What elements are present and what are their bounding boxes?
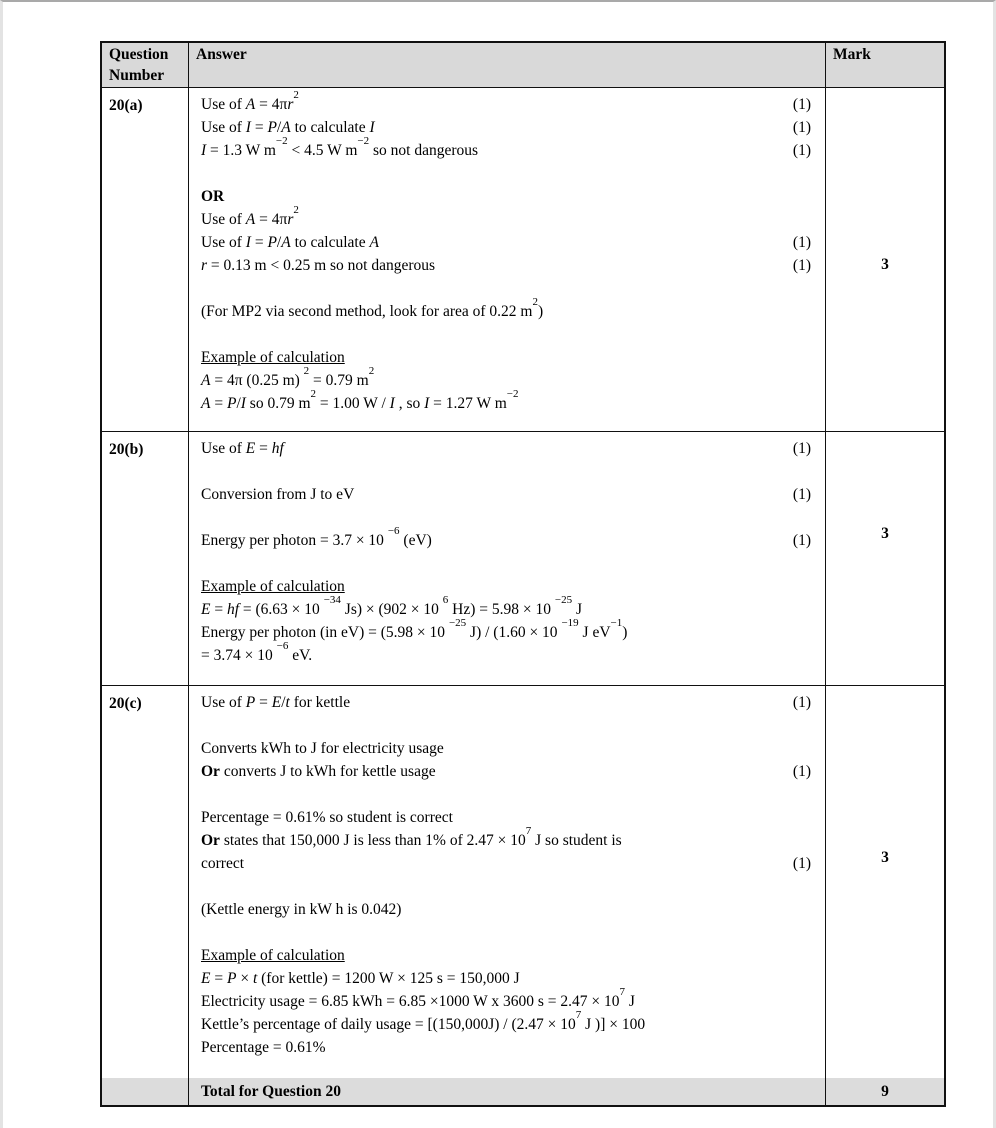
question-number: 20(b) (102, 432, 189, 685)
answer-text (201, 552, 811, 575)
total-row (102, 1078, 944, 1105)
answer-line (201, 277, 811, 300)
answer-line (201, 524, 811, 552)
row-mark: 3 (881, 849, 889, 866)
marking-point: (1) (792, 440, 811, 457)
answer-cell (189, 432, 826, 685)
answer-line (201, 387, 811, 415)
answer-line (201, 203, 811, 231)
answer-text: r = 0.13 m < 0.25 m so not dangerous (201, 257, 436, 274)
answer-text: (Kettle energy in kW h is 0.042) (201, 901, 402, 918)
mark-scheme-table (100, 41, 946, 1107)
answer-line (201, 437, 811, 460)
marking-point: (1) (792, 763, 811, 780)
answer-line (201, 944, 811, 967)
answer-text: Example of calculation (201, 578, 345, 595)
answer-text (201, 323, 811, 346)
answer-text: Example of calculation (201, 349, 345, 366)
answer-line (201, 593, 811, 621)
answer-line (201, 575, 811, 598)
answer-text: A = 4π (0.25 m) $^2$ = 0.79 $m^2$ (201, 364, 375, 389)
answer-text: Use of $A = 4\pi r^2$ (201, 203, 299, 228)
marking-point: (1) (792, 96, 811, 113)
answer-text (201, 714, 811, 737)
answer-text: OR (201, 188, 225, 205)
marking-point: (1) (792, 694, 811, 711)
answer-text: Example of calculation (201, 947, 345, 964)
answer-text: Energy per photon (in eV) = (5.98 × 10 $^{-25}$ J) / (1.60 × 10 $^{-19}$ J $eV^{-1}$) (201, 616, 628, 641)
marking-point: (1) (792, 234, 811, 251)
answer-text (201, 277, 811, 300)
question-row (102, 686, 944, 1078)
marking-point: (1) (792, 119, 811, 136)
total-label: Total for Question 20 (189, 1078, 826, 1105)
question-number: 20(a) (102, 88, 189, 431)
answer-text (201, 162, 811, 185)
answer-line (201, 134, 811, 162)
header-mark: Mark (833, 46, 871, 63)
question-row (102, 432, 944, 686)
answer-text: Or states that 150,000 J is less than 1% of $2.47 \times 10^7$ J so student is (201, 824, 622, 849)
answer-cell (189, 686, 826, 1078)
answer-line (201, 483, 811, 506)
answer-line (201, 824, 811, 852)
mark-scheme-rows (102, 88, 944, 1078)
answer-line (201, 714, 811, 737)
answer-line (201, 254, 811, 277)
answer-text: Kettle’s percentage of daily usage = [$(150,000J) / (2.47 \times 10^7$ J )] × 100 (201, 1008, 646, 1033)
marking-point: (1) (792, 532, 811, 549)
answer-line (201, 806, 811, 829)
answer-text: A = P/I so 0.79 $m^2 = 1.00$ W / I , so I = 1.27 W $m^{-2}$ (201, 387, 519, 412)
answer-line (201, 295, 811, 323)
answer-text: = 3.74 × 10 $^{-6}$ eV. (201, 639, 313, 664)
answer-text (201, 460, 811, 483)
mark-cell (826, 432, 944, 685)
answer-line (201, 639, 811, 667)
answer-line (201, 898, 811, 921)
answer-line (201, 231, 811, 254)
answer-text: correct (201, 855, 245, 872)
row-mark: 3 (881, 256, 889, 273)
answer-line (201, 1008, 811, 1036)
answer-line (201, 1036, 811, 1059)
answer-text: Or converts J to kWh for kettle usage (201, 763, 436, 780)
answer-line (201, 875, 811, 898)
answer-text: Use of $A = 4\pi r^2$ (201, 88, 299, 113)
answer-text: Percentage = 0.61% (201, 1039, 326, 1056)
mark-cell (826, 88, 944, 431)
answer-line (201, 737, 811, 760)
table-header-row (102, 43, 944, 88)
answer-text: E = P × t (for kettle) = 1200 W × 125 s = 150,000 J (201, 970, 520, 987)
answer-text (201, 783, 811, 806)
answer-line (201, 616, 811, 644)
answer-cell (189, 88, 826, 431)
answer-line (201, 552, 811, 575)
marking-point: (1) (792, 855, 811, 872)
answer-line (201, 967, 811, 990)
answer-text: Use of I = P/A to calculate I (201, 119, 375, 136)
answer-text: Conversion from J to eV (201, 486, 355, 503)
answer-line (201, 162, 811, 185)
answer-line (201, 364, 811, 392)
answer-text: Electricity usage = 6.85 kWh = 6.85 ×1000 W x 3600 $s = 2.47 \times 10^7$ J (201, 985, 635, 1010)
answer-text: Use of E = hf (201, 440, 284, 457)
answer-text: E = hf = (6.63 × 10 $^{-34}$ Js) × (902 × 10 $^6$ Hz) = 5.98 × 10 $^{-25}$ J (201, 593, 583, 618)
answer-line (201, 691, 811, 714)
question-row (102, 88, 944, 432)
answer-text: Energy per photon = 3.7 × 10 $^{-6}$ (eV) (201, 524, 432, 549)
answer-line (201, 460, 811, 483)
answer-text: Converts kWh to J for electricity usage (201, 740, 444, 757)
answer-line (201, 323, 811, 346)
answer-line (201, 346, 811, 369)
header-question-number: Question Number (102, 43, 189, 87)
marking-point: (1) (792, 257, 811, 274)
answer-line (201, 116, 811, 139)
row-mark: 3 (881, 525, 889, 542)
answer-text (201, 875, 811, 898)
total-row-spacer (102, 1078, 189, 1105)
marking-point: (1) (792, 142, 811, 159)
answer-line (201, 921, 811, 944)
header-answer: Answer (189, 43, 826, 87)
question-number: 20(c) (102, 686, 189, 1078)
answer-line (201, 506, 811, 529)
answer-line (201, 88, 811, 116)
answer-text: Percentage = 0.61% so student is correct (201, 809, 453, 826)
answer-line (201, 783, 811, 806)
answer-line (201, 985, 811, 1013)
marking-point: (1) (792, 486, 811, 503)
answer-text: I = 1.3 W $m^{-2} < 4.5$ W $m^{-2}$ so not dangerous (201, 134, 479, 159)
answer-text (201, 921, 811, 944)
answer-line (201, 760, 811, 783)
answer-text: Use of I = P/A to calculate A (201, 234, 379, 251)
answer-text (201, 506, 811, 529)
answer-text: Use of P = E/t for kettle (201, 694, 351, 711)
mark-cell (826, 686, 944, 1078)
answer-text: (For MP2 via second method, look for area of 0.22 $m^2$) (201, 295, 544, 320)
answer-line (201, 852, 811, 875)
total-mark: 9 (881, 1083, 889, 1100)
